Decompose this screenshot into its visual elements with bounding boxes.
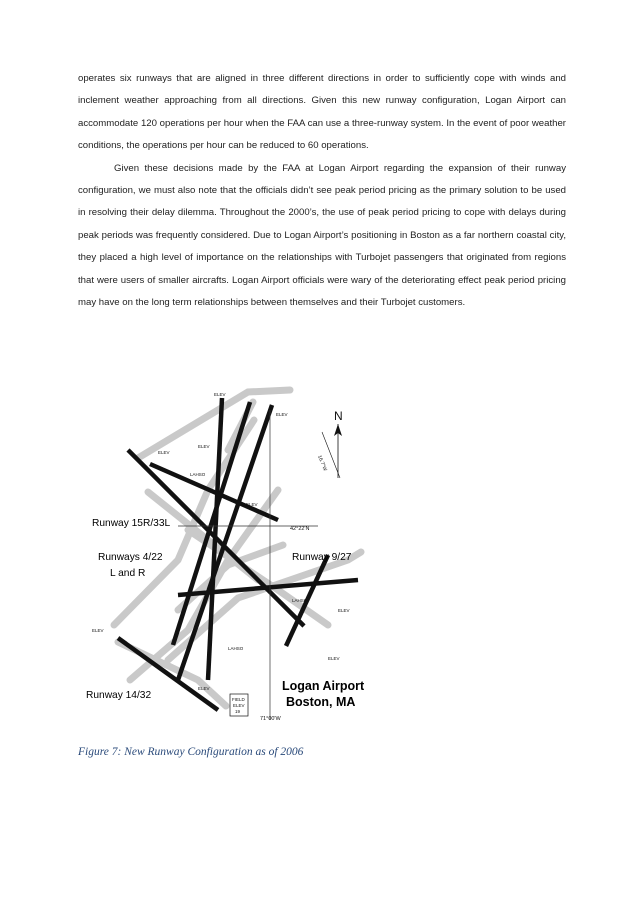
airport-name: Logan Airport (282, 679, 365, 693)
north-label: N (334, 409, 343, 423)
label-runway-14-32: Runway 14/32 (86, 690, 152, 701)
label-runway-15r-33l: Runway 15R/33L (92, 518, 171, 529)
longitude-label: 71°00'W (260, 716, 281, 720)
magnetic-variation: 16.7°W (316, 454, 328, 473)
field-elevation-box (230, 694, 248, 716)
paragraph-2-text: Given these decisions made by the FAA at Logan Airport regarding the expansion of their runway configuration, we must also note that the officials didn’t see peak period pricing as the primary solution to be used in resolving their delay dilemma. Throughout the 2000’s, the use of peak period pricing to cope with delays during peak periods was frequently considered. Due to Logan Airport’s positioning in Boston as a far northern coastal city, they placed a high level of importance on the relationships with Turbojet passengers that originated from regions that were users of smaller aircrafts. Logan Airport officials were wary of the deteriorating effect peak period pricing may have on the long term relationships between themselves and their Turbojet customers. (78, 162, 566, 309)
latitude-label: 42°22'N (290, 526, 310, 532)
lahso-label: LAHSO (292, 598, 308, 603)
body-text (78, 68, 566, 314)
label-runway-9-27: Runway 9/27 (292, 552, 352, 563)
paragraph-1: operates six runways that are aligned in three different directions in order to sufficiently cope with winds and inclement weather approaching from all directions. Given this new runway configuration, Logan Airport can accommodate 120 operations per hour when the FAA can use a three-runway system. In the event of poor weather conditions, the operations per hour can be reduced to 60 operations. (78, 73, 566, 152)
runway-diagram (78, 380, 378, 720)
field-elev-line-2: ELEV (233, 703, 245, 708)
field-elev-line-1: FIELD (232, 697, 245, 702)
airport-city: Boston, MA (286, 695, 356, 709)
lahso-label: LAHSO (228, 646, 244, 651)
elev-label: ELEV (198, 444, 210, 449)
elev-label: ELEV (158, 450, 170, 455)
elev-label: ELEV (246, 502, 258, 507)
lahso-label: LAHSO (190, 472, 206, 477)
runway-diagram-svg (78, 380, 378, 720)
elev-label: ELEV (338, 608, 350, 613)
field-elev-line-3: 19 (235, 709, 241, 714)
label-runways-4-22: Runways 4/22 (98, 552, 163, 563)
label-runways-4-22-lr: L and R (110, 568, 146, 579)
figure-caption: Figure 7: New Runway Configuration as of 2006 (78, 746, 304, 758)
north-arrow (316, 409, 343, 478)
elev-label: ELEV (214, 392, 226, 397)
paragraph-2 (78, 158, 566, 315)
elev-label: ELEV (276, 412, 288, 417)
elev-label: ELEV (328, 656, 340, 661)
elev-label: ELEV (92, 628, 104, 633)
elev-label: ELEV (198, 686, 210, 691)
